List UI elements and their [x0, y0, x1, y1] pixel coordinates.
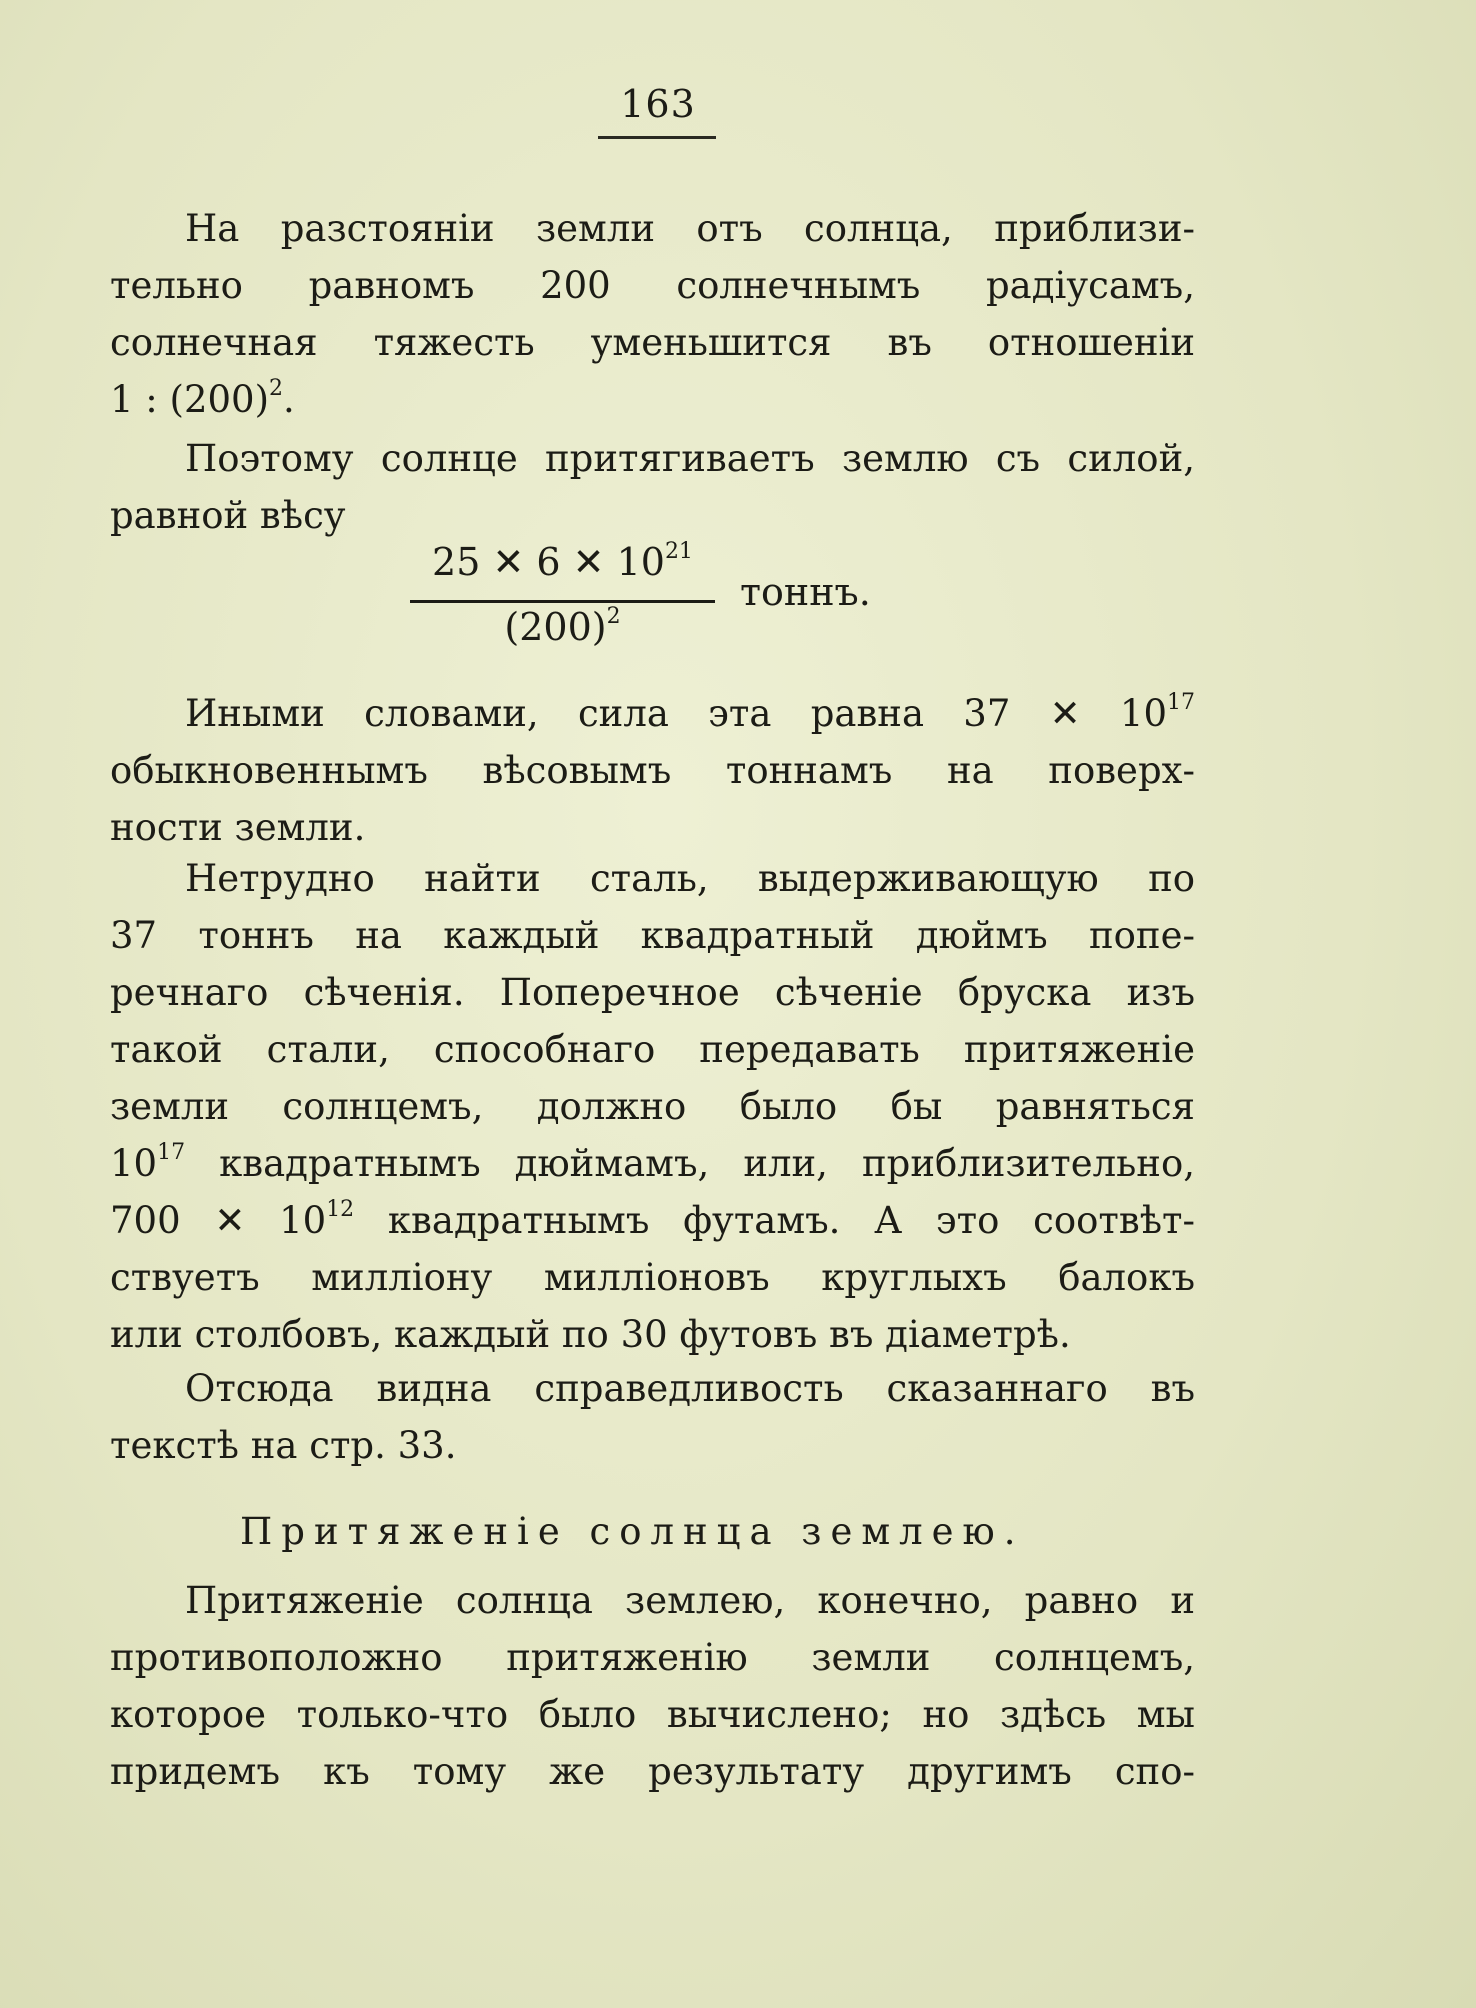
- fraction-denominator: [410, 605, 715, 649]
- paragraph-5: [110, 1360, 1195, 1474]
- numerator-exponent: 21: [664, 539, 693, 564]
- text-line: Отсюда видна справедливость сказаннаго въ: [185, 1367, 1195, 1410]
- text-line: Притяженіе солнца землею, конечно, равно и: [185, 1579, 1195, 1622]
- ratio-period: .: [283, 378, 295, 421]
- section-heading: Притяженіе солнца землею.: [240, 1510, 1025, 1553]
- text-line: речнаго сѣченія. Поперечное сѣченіе бруска изъ: [110, 971, 1195, 1014]
- text-line: Нетрудно найти сталь, выдерживающую по: [185, 857, 1195, 900]
- text-line: [110, 1135, 1195, 1192]
- denominator-exponent: 2: [606, 604, 621, 629]
- fraction: [410, 540, 715, 649]
- text-line: ности земли.: [110, 806, 366, 849]
- line-text: квадратнымъ футамъ. А это соотвѣт-: [354, 1199, 1195, 1242]
- numerator-text: 25 ✕ 6 ✕ 10: [432, 540, 665, 584]
- ratio-exponent: 2: [269, 376, 284, 401]
- paragraph-6: [110, 1572, 1195, 1800]
- text-line: текстѣ на стр. 33.: [110, 1424, 457, 1467]
- line-text: Иными словами, сила эта равна 37 ✕ 10: [185, 692, 1167, 735]
- text-line: ствуетъ милліону милліоновъ круглыхъ балокъ: [110, 1256, 1195, 1299]
- text-line: [110, 1192, 1195, 1249]
- text-line: такой стали, способнаго передавать притяженіе: [110, 1028, 1195, 1071]
- text-line: солнечная тяжесть уменьшится въ отношеніи: [110, 321, 1195, 364]
- text-line: придемъ къ тому же результату другимъ спо-: [110, 1750, 1195, 1793]
- fraction-numerator: [410, 540, 715, 592]
- denominator-text: (200): [504, 605, 607, 649]
- power-base: 700 ✕ 10: [110, 1199, 327, 1242]
- power-base: 10: [110, 1142, 158, 1185]
- fraction-bar: [410, 600, 715, 603]
- text-line: тельно равномъ 200 солнечнымъ радіусамъ,: [110, 264, 1195, 307]
- paragraph-1: [110, 200, 1195, 428]
- text-line: которое только-что было вычислено; но здѣсь мы: [110, 1693, 1195, 1736]
- paragraph-3: [110, 685, 1195, 856]
- ratio-text: 1 : (200): [110, 378, 270, 421]
- line-text: квадратнымъ дюймамъ, или, приблизительно,: [185, 1142, 1195, 1185]
- text-line: На разстояніи земли отъ солнца, приблизи-: [185, 207, 1195, 250]
- text-line: противоположно притяженію земли солнцемъ,: [110, 1636, 1195, 1679]
- exponent: 17: [1167, 690, 1195, 715]
- text-line: Поэтому солнце притягиваетъ землю съ силой,: [185, 437, 1195, 480]
- exponent: 17: [157, 1140, 186, 1165]
- text-line: обыкновеннымъ вѣсовымъ тоннамъ на поверх-: [110, 749, 1195, 792]
- paragraph-4: [110, 850, 1195, 1363]
- page-number-rule: [598, 136, 716, 139]
- text-line: 37 тоннъ на каждый квадратный дюймъ попе-: [110, 914, 1195, 957]
- text-line: равной вѣсу: [110, 494, 346, 537]
- text-line: [110, 685, 1195, 742]
- text-line: или столбовъ, каждый по 30 футовъ въ діаметрѣ.: [110, 1313, 1071, 1356]
- paragraph-2: [110, 430, 1195, 544]
- formula-unit: тоннъ.: [740, 570, 871, 614]
- exponent: 12: [326, 1197, 355, 1222]
- page-number: 163: [620, 82, 696, 126]
- text-line: земли солнцемъ, должно было бы равняться: [110, 1085, 1195, 1128]
- text-line: [110, 371, 1195, 428]
